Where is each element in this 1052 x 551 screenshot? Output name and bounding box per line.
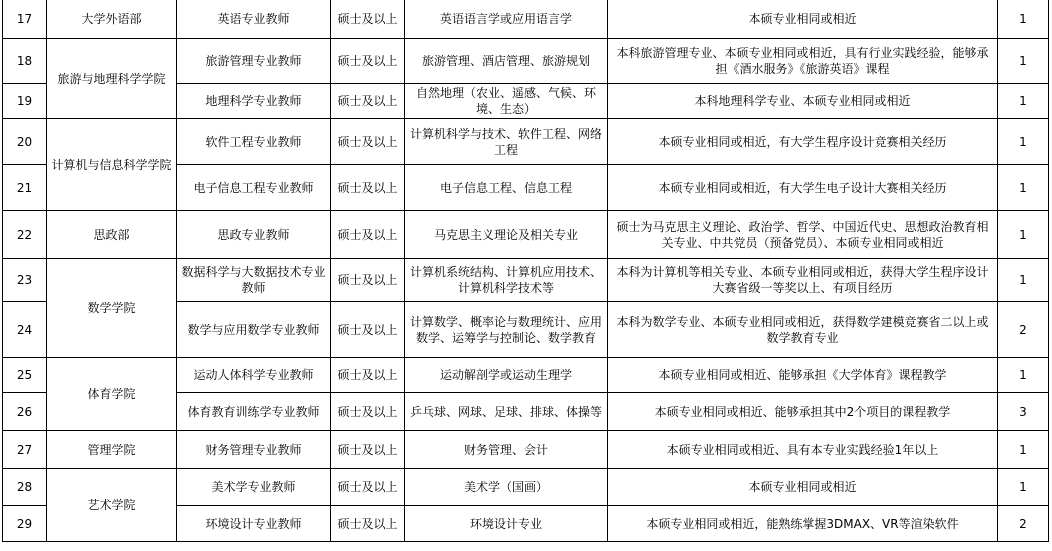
requirement-cell: 本硕专业相同或相近、能够承担其中2个项目的课程教学 xyxy=(608,393,998,431)
department-cell: 旅游与地理科学学院 xyxy=(47,39,177,119)
position-cell: 电子信息工程专业教师 xyxy=(177,165,331,211)
count-cell: 3 xyxy=(998,393,1049,431)
position-cell: 运动人体科学专业教师 xyxy=(177,358,331,393)
education-cell: 硕士及以上 xyxy=(331,393,405,431)
education-cell: 硕士及以上 xyxy=(331,506,405,542)
row-number: 24 xyxy=(3,302,47,358)
count-cell: 1 xyxy=(998,0,1049,39)
count-cell: 1 xyxy=(998,39,1049,84)
count-cell: 1 xyxy=(998,358,1049,393)
education-cell: 硕士及以上 xyxy=(331,84,405,119)
education-cell: 硕士及以上 xyxy=(331,259,405,302)
recruitment-table xyxy=(2,0,1049,542)
requirement-cell: 本硕专业相同或相近、能够承担《大学体育》课程教学 xyxy=(608,358,998,393)
department-cell: 体育学院 xyxy=(47,358,177,431)
position-cell: 数学与应用数学专业教师 xyxy=(177,302,331,358)
row-number: 23 xyxy=(3,259,47,302)
major-cell: 计算机系统结构、计算机应用技术、计算机科学技术等 xyxy=(405,259,608,302)
count-cell: 1 xyxy=(998,469,1049,506)
education-cell: 硕士及以上 xyxy=(331,431,405,469)
requirement-cell: 本科为数学专业、本硕专业相同或相近，获得数学建模竞赛省二以上或数学教育专业 xyxy=(608,302,998,358)
major-cell: 乒乓球、网球、足球、排球、体操等 xyxy=(405,393,608,431)
count-cell: 1 xyxy=(998,431,1049,469)
education-cell: 硕士及以上 xyxy=(331,469,405,506)
department-cell: 数学学院 xyxy=(47,259,177,358)
major-cell: 旅游管理、酒店管理、旅游规划 xyxy=(405,39,608,84)
major-cell: 美术学（国画） xyxy=(405,469,608,506)
count-cell: 2 xyxy=(998,506,1049,542)
row-number: 26 xyxy=(3,393,47,431)
major-cell: 马克思主义理论及相关专业 xyxy=(405,211,608,259)
requirement-cell: 本硕专业相同或相近，有大学生程序设计竞赛相关经历 xyxy=(608,119,998,165)
position-cell: 体育教育训练学专业教师 xyxy=(177,393,331,431)
requirement-cell: 本硕专业相同或相近 xyxy=(608,0,998,39)
education-cell: 硕士及以上 xyxy=(331,358,405,393)
education-cell: 硕士及以上 xyxy=(331,165,405,211)
position-cell: 软件工程专业教师 xyxy=(177,119,331,165)
education-cell: 硕士及以上 xyxy=(331,302,405,358)
department-cell: 大学外语部 xyxy=(47,0,177,39)
department-cell: 思政部 xyxy=(47,211,177,259)
major-cell: 电子信息工程、信息工程 xyxy=(405,165,608,211)
requirement-cell: 本科为计算机等相关专业、本硕专业相同或相近，获得大学生程序设计大赛省级一等奖以上、有项目经历 xyxy=(608,259,998,302)
row-number: 22 xyxy=(3,211,47,259)
position-cell: 环境设计专业教师 xyxy=(177,506,331,542)
table-row xyxy=(3,358,1049,393)
row-number: 25 xyxy=(3,358,47,393)
count-cell: 1 xyxy=(998,84,1049,119)
position-cell: 数据科学与大数据技术专业教师 xyxy=(177,259,331,302)
count-cell: 1 xyxy=(998,259,1049,302)
major-cell: 环境设计专业 xyxy=(405,506,608,542)
major-cell: 计算数学、概率论与数理统计、应用数学、运筹学与控制论、数学教育 xyxy=(405,302,608,358)
requirement-cell: 硕士为马克思主义理论、政治学、哲学、中国近代史、思想政治教育相关专业、中共党员（预备党员）、本硕专业相同或相近 xyxy=(608,211,998,259)
row-number: 17 xyxy=(3,0,47,39)
table-row xyxy=(3,431,1049,469)
position-cell: 财务管理专业教师 xyxy=(177,431,331,469)
major-cell: 财务管理、会计 xyxy=(405,431,608,469)
position-cell: 旅游管理专业教师 xyxy=(177,39,331,84)
table-row xyxy=(3,119,1049,165)
table-row xyxy=(3,259,1049,302)
department-cell: 艺术学院 xyxy=(47,469,177,542)
count-cell: 2 xyxy=(998,302,1049,358)
row-number: 18 xyxy=(3,39,47,84)
count-cell: 1 xyxy=(998,211,1049,259)
position-cell: 地理科学专业教师 xyxy=(177,84,331,119)
count-cell: 1 xyxy=(998,119,1049,165)
requirement-cell: 本硕专业相同或相近，能熟练掌握3DMAX、VR等渲染软件 xyxy=(608,506,998,542)
table-row xyxy=(3,211,1049,259)
position-cell: 美术学专业教师 xyxy=(177,469,331,506)
major-cell: 自然地理（农业、遥感、气候、环境、生态） xyxy=(405,84,608,119)
requirement-cell: 本硕专业相同或相近、具有本专业实践经验1年以上 xyxy=(608,431,998,469)
requirement-cell: 本硕专业相同或相近 xyxy=(608,469,998,506)
table-row xyxy=(3,39,1049,84)
education-cell: 硕士及以上 xyxy=(331,39,405,84)
education-cell: 硕士及以上 xyxy=(331,0,405,39)
row-number: 20 xyxy=(3,119,47,165)
department-cell: 计算机与信息科学学院 xyxy=(47,119,177,211)
row-number: 19 xyxy=(3,84,47,119)
count-cell: 1 xyxy=(998,165,1049,211)
table-row xyxy=(3,0,1049,39)
major-cell: 运动解剖学或运动生理学 xyxy=(405,358,608,393)
position-cell: 思政专业教师 xyxy=(177,211,331,259)
row-number: 21 xyxy=(3,165,47,211)
row-number: 28 xyxy=(3,469,47,506)
row-number: 29 xyxy=(3,506,47,542)
requirement-cell: 本科旅游管理专业、本硕专业相同或相近，具有行业实践经验，能够承担《酒水服务》《旅游英语》课程 xyxy=(608,39,998,84)
requirement-cell: 本硕专业相同或相近，有大学生电子设计大赛相关经历 xyxy=(608,165,998,211)
table-row xyxy=(3,469,1049,506)
major-cell: 英语语言学或应用语言学 xyxy=(405,0,608,39)
requirement-cell: 本科地理科学专业、本硕专业相同或相近 xyxy=(608,84,998,119)
education-cell: 硕士及以上 xyxy=(331,211,405,259)
row-number: 27 xyxy=(3,431,47,469)
education-cell: 硕士及以上 xyxy=(331,119,405,165)
department-cell: 管理学院 xyxy=(47,431,177,469)
major-cell: 计算机科学与技术、软件工程、网络工程 xyxy=(405,119,608,165)
position-cell: 英语专业教师 xyxy=(177,0,331,39)
